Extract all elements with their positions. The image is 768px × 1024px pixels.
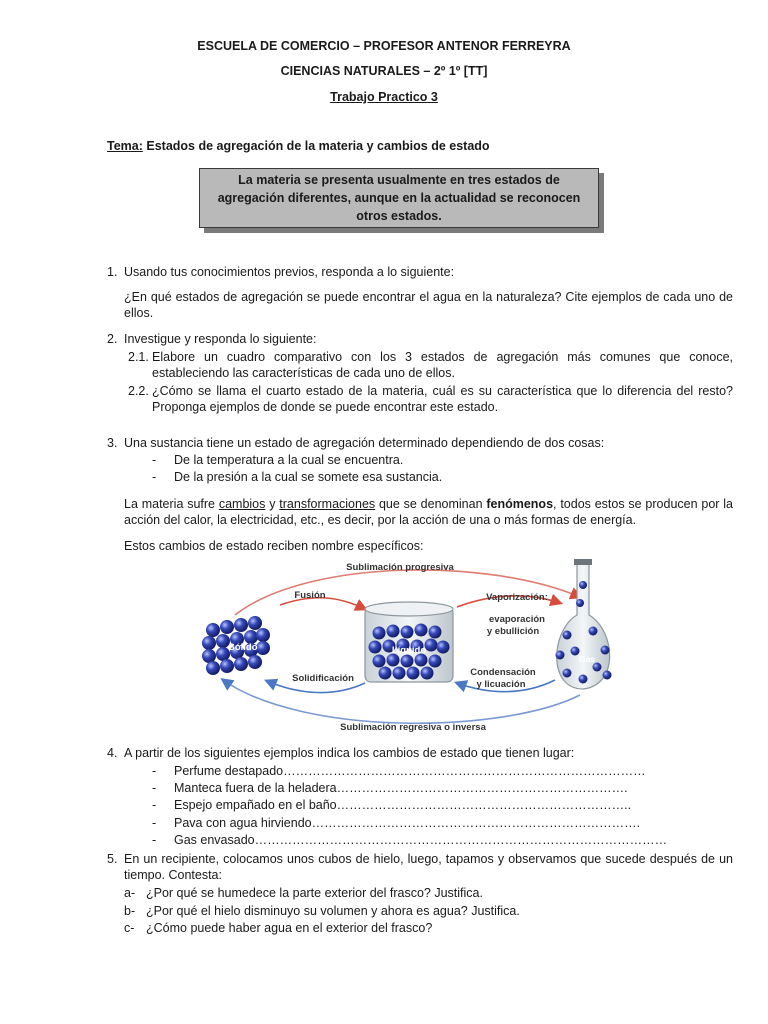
list-item: ¿Por qué el hielo disminuyo su volumen y ahora es agua? Justifica.: [146, 904, 520, 918]
bullet-dash: -: [152, 816, 157, 830]
list-item: ¿Cómo puede haber agua en el exterior del frasco?: [146, 921, 433, 935]
list-item: Manteca fuera de la heladera…………………………………………………………….: [174, 781, 628, 795]
topic-label: Tema:: [107, 139, 143, 153]
para-text: , todos estos se producen por la acción del calor, la electricidad, etc., es decir, por la acción de una o más formas de energía.: [124, 497, 733, 527]
question-number: 5.: [107, 852, 118, 866]
sub-number: 2.2.: [128, 384, 149, 398]
question-text: A partir de los siguientes ejemplos indica los cambios de estado que tienen lugar:: [124, 746, 575, 760]
para-cambios: cambios: [218, 497, 266, 511]
label-licuacion: y licuación: [476, 679, 526, 690]
question-2-1: [128, 349, 733, 383]
bullet-dash: -: [152, 453, 157, 467]
question-number: 4.: [107, 746, 118, 760]
school-name: ESCUELA DE COMERCIO – PROFESOR ANTENOR FERREYRA: [197, 39, 571, 53]
list-item: Perfume destapado……………………………………………………………………………: [174, 764, 646, 778]
question-5: [107, 851, 733, 885]
label-condensacion: Condensación: [470, 667, 536, 678]
sub-text: Elabore un cuadro comparativo con los 3 estados de agregación más comunes que conoce, estableciendo las características de cada uno de ellos.: [152, 350, 733, 380]
question-1: [107, 264, 733, 280]
para-fenomenos: fenómenos: [486, 497, 554, 511]
para-text: que se denominan: [375, 497, 487, 511]
page-title: [0, 89, 768, 105]
label-solido: Sólido: [228, 642, 258, 653]
topic-text: Estados de agregación de la materia y cambios de estado: [142, 139, 490, 153]
gas-flask: [556, 559, 612, 689]
question-text: Usando tus conocimientos previos, responda a lo siguiente:: [124, 265, 455, 279]
question-number: 1.: [107, 265, 118, 279]
item-letter: c-: [124, 921, 135, 935]
para-text: La materia sufre: [124, 497, 219, 511]
item-letter: b-: [124, 904, 136, 918]
list-item: Gas envasado………………………………………………………………………………………: [174, 833, 668, 847]
question-3: [107, 435, 733, 451]
page-title-text: Trabajo Practico 3: [330, 90, 438, 104]
question-1-detail: ¿En qué estados de agregación se puede encontrar el agua en la naturaleza? Cite ejemplos de cada uno de ellos.: [124, 290, 733, 320]
bullet-dash: -: [152, 798, 157, 812]
bullet-dash: -: [152, 781, 157, 795]
list-item: De la presión a la cual se somete esa sustancia.: [174, 470, 443, 484]
para-transformaciones: transformaciones: [279, 497, 376, 511]
label-liquido: Líquido: [391, 645, 427, 656]
question-text: Una sustancia tiene un estado de agregación determinado dependiendo de dos cosas:: [124, 436, 605, 450]
bullet-dash: -: [152, 470, 157, 484]
question-text: En un recipiente, colocamos unos cubos de hielo, luego, tapamos y observamos que sucede después de un tiempo. Contesta:: [124, 852, 733, 882]
label-fusion: Fusión: [294, 590, 326, 601]
para-text: y: [265, 497, 280, 511]
list-item: Pava con agua hirviendo…………………………………………………………………….: [174, 816, 641, 830]
question-number: 3.: [107, 436, 118, 450]
bullet-dash: -: [152, 764, 157, 778]
bullet-dash: -: [152, 833, 157, 847]
label-ebullicion: y ebullición: [486, 626, 540, 637]
list-item: ¿Por qué se humedece la parte exterior del frasco? Justifica.: [146, 886, 483, 900]
list-item: Espejo empañado en el baño……………………………………………………………..: [174, 798, 632, 812]
label-evaporacion: evaporación: [489, 614, 545, 625]
liquid-beaker: [365, 602, 453, 682]
states-of-matter-diagram: [195, 555, 615, 740]
label-solidificacion: Solidificación: [292, 673, 354, 684]
question-2-2: [128, 383, 733, 417]
sublimation-regressive-arrow: [223, 680, 580, 723]
question-text: Investigue y responda lo siguiente:: [124, 332, 317, 346]
list-item: De la temperatura a la cual se encuentra.: [174, 453, 404, 467]
question-4: [107, 745, 733, 761]
subject-line: CIENCIAS NATURALES – 2º 1º [TT]: [280, 64, 488, 78]
sub-number: 2.1.: [128, 350, 149, 364]
label-sublimacion-progresiva: Sublimación progresiva: [346, 562, 454, 573]
question-number: 2.: [107, 332, 118, 346]
question-2: [107, 331, 733, 347]
highlight-box: La materia se presenta usualmente en tres estados de agregación diferentes, aunque en la actualidad se reconocen otros estados.: [199, 168, 599, 228]
label-gas: Gas: [578, 654, 596, 664]
item-letter: a-: [124, 886, 136, 900]
label-vaporizacion: Vaporización:: [486, 592, 548, 603]
sub-text: ¿Cómo se llama el cuarto estado de la materia, cuál es su característica que lo diferencia del resto? Proponga ejemplos de donde se puede encontrar este estado.: [152, 384, 733, 414]
changes-paragraph: [124, 496, 733, 528]
topic-line: [107, 138, 490, 154]
names-paragraph: Estos cambios de estado reciben nombre específicos:: [124, 539, 424, 553]
label-sublimacion-regresiva: Sublimación regresiva o inversa: [340, 722, 486, 733]
